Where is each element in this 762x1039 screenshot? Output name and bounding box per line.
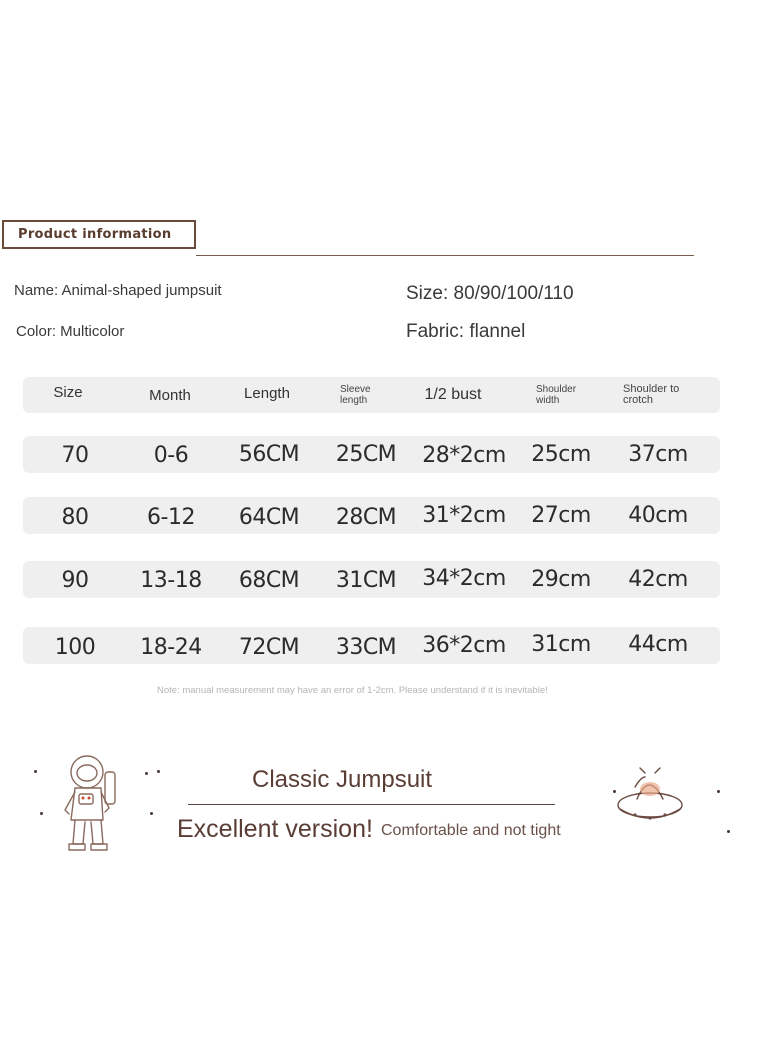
header-length: Length <box>244 385 290 402</box>
cell-size: 80 <box>61 505 89 530</box>
header-shoulder-to-crotch <box>623 384 679 406</box>
star-dot <box>727 830 730 833</box>
cell-shoulder-width: 29cm <box>531 567 591 592</box>
slogan-title: Classic Jumpsuit <box>252 766 433 793</box>
cell-length: 72CM <box>238 635 300 660</box>
header-sleeve-line1: Sleeve <box>340 384 371 395</box>
header-shoulder-width-line1: Shoulder <box>536 384 577 395</box>
header-size: Size <box>53 384 83 401</box>
cell-length: 64CM <box>238 505 300 530</box>
cell-sleeve: 28CM <box>335 505 397 530</box>
cell-shoulder-crotch: 37cm <box>628 442 688 467</box>
slogan-divider <box>188 804 555 805</box>
cell-size: 90 <box>61 568 89 593</box>
header-shoulder-width <box>536 384 576 406</box>
star-dot <box>145 772 148 775</box>
cell-length: 56CM <box>238 442 300 467</box>
cell-shoulder-width: 27cm <box>531 503 591 528</box>
cell-sleeve: 25CM <box>335 442 397 467</box>
cell-size: 70 <box>61 443 89 468</box>
product-information-header <box>2 220 196 249</box>
cell-bust: 36*2cm <box>422 633 506 658</box>
measurement-note: Note: manual measurement may have an error of 1-2cm. Please understand if it is inevitable! <box>157 685 548 696</box>
cell-bust: 34*2cm <box>422 566 506 591</box>
ufo-icon <box>605 765 700 835</box>
table-row <box>23 497 720 534</box>
cell-size: 100 <box>54 635 96 660</box>
table-row <box>23 561 720 598</box>
star-dot <box>34 770 37 773</box>
header-shoulder-crotch-line1: Shoulder to <box>623 383 680 395</box>
cell-bust: 31*2cm <box>422 503 506 528</box>
product-size: Size: 80/90/100/110 <box>406 283 574 304</box>
header-half-bust: 1/2 bust <box>424 386 482 403</box>
cell-length: 68CM <box>238 568 300 593</box>
cell-sleeve: 31CM <box>335 568 397 593</box>
cell-shoulder-crotch: 40cm <box>628 503 688 528</box>
header-sleeve-length <box>340 384 371 406</box>
header-month: Month <box>149 387 191 404</box>
header-shoulder-crotch-line2: crotch <box>623 394 653 406</box>
header-sleeve-line2: length <box>340 395 368 406</box>
slogan-comfort: Comfortable and not tight <box>381 822 561 839</box>
slogan-excellent: Excellent version! <box>177 815 373 843</box>
cell-month: 18-24 <box>140 635 202 660</box>
cell-shoulder-width: 31cm <box>531 632 591 657</box>
cell-sleeve: 33CM <box>335 635 397 660</box>
product-fabric: Fabric: flannel <box>406 321 526 342</box>
size-table-header <box>23 377 720 413</box>
table-row <box>23 627 720 664</box>
cell-shoulder-width: 25cm <box>531 442 591 467</box>
star-dot <box>717 790 720 793</box>
star-dot <box>40 812 43 815</box>
astronaut-icon <box>55 750 135 860</box>
star-dot <box>157 770 160 773</box>
cell-month: 6-12 <box>147 505 195 530</box>
cell-bust: 28*2cm <box>422 443 506 468</box>
header-divider <box>196 255 694 256</box>
cell-month: 0-6 <box>153 443 189 468</box>
table-row <box>23 436 720 473</box>
star-dot <box>613 790 616 793</box>
star-dot <box>150 812 153 815</box>
product-information-title: Product information <box>18 227 172 242</box>
product-name: Name: Animal-shaped jumpsuit <box>14 282 222 299</box>
cell-shoulder-crotch: 42cm <box>628 567 688 592</box>
header-shoulder-width-line2: width <box>536 395 560 406</box>
product-color: Color: Multicolor <box>16 323 125 340</box>
cell-month: 13-18 <box>140 568 202 593</box>
cell-shoulder-crotch: 44cm <box>628 632 688 657</box>
